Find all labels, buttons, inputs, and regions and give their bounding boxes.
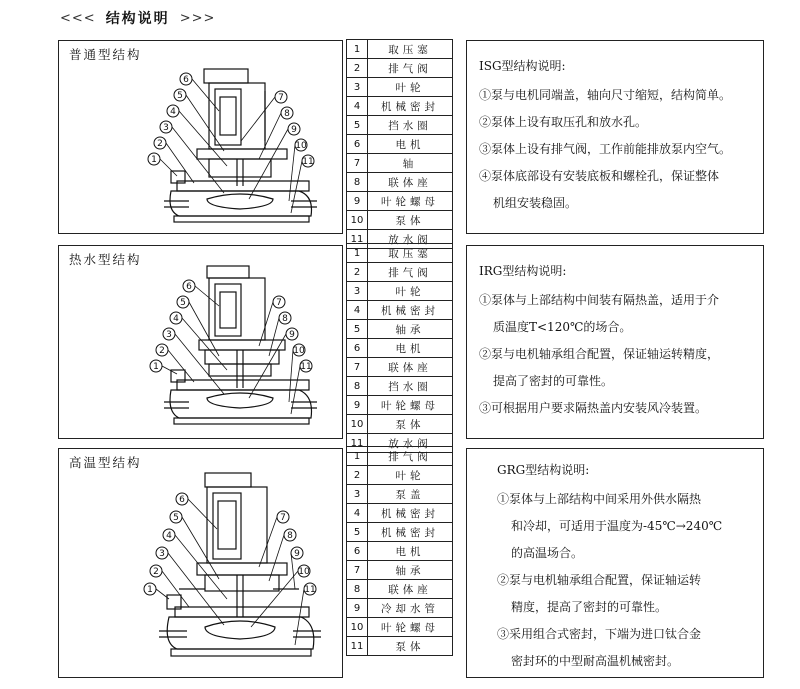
parts-row (347, 211, 453, 230)
part-name: 联体座 (368, 173, 453, 192)
description-line: ①泵体与上部结构中间采用外供水隔热 (497, 492, 702, 506)
part-number: 10 (347, 211, 368, 230)
svg-text:1: 1 (151, 155, 157, 165)
svg-text:9: 9 (289, 330, 295, 340)
section-title: 结构说明 (105, 11, 170, 27)
parts-row (347, 192, 453, 211)
part-number: 3 (347, 485, 368, 504)
parts-row (347, 40, 453, 59)
parts-row (347, 282, 453, 301)
svg-text:4: 4 (170, 107, 176, 117)
description-line: 精度，提高了密封的可靠性。 (511, 600, 668, 614)
parts-row (347, 580, 453, 599)
part-number: 10 (347, 618, 368, 637)
parts-row (347, 396, 453, 415)
description-line: ②泵与电机轴承组合配置，保证轴运转 (497, 573, 702, 587)
parts-row (347, 561, 453, 580)
part-number: 2 (347, 59, 368, 78)
part-name: 轴承 (368, 320, 453, 339)
part-number: 6 (347, 135, 368, 154)
part-name: 机械密封 (368, 523, 453, 542)
description-line: 和冷却，可适用于温度为-45℃→240℃ (511, 519, 723, 533)
description-line: ①泵与电机同端盖，轴向尺寸缩短，结构简单。 (479, 88, 732, 102)
description-line: 的高温场合。 (511, 546, 584, 560)
part-name: 叶轮螺母 (368, 618, 453, 637)
description-title: GRG型结构说明: (497, 463, 590, 477)
parts-table-high-temp (346, 446, 453, 656)
part-name: 排气阀 (368, 263, 453, 282)
pump-diagram-hot-water (59, 246, 344, 440)
svg-text:7: 7 (280, 513, 286, 523)
part-name: 泵体 (368, 211, 453, 230)
parts-row (347, 447, 453, 466)
part-number: 3 (347, 78, 368, 97)
description-line: 质温度T<120℃的场合。 (493, 320, 632, 334)
svg-text:7: 7 (276, 298, 282, 308)
part-name: 放水阀 (368, 434, 453, 453)
description-line: ③泵体上设有排气阀，工作前能排放泵内空气。 (479, 142, 732, 156)
parts-row (347, 504, 453, 523)
part-name: 轴 (368, 154, 453, 173)
part-name: 电机 (368, 135, 453, 154)
svg-text:1: 1 (153, 362, 159, 372)
parts-row (347, 523, 453, 542)
part-number: 4 (347, 504, 368, 523)
part-number: 10 (347, 415, 368, 434)
part-name: 冷却水管 (368, 599, 453, 618)
svg-text:2: 2 (159, 346, 165, 356)
part-name: 泵体 (368, 415, 453, 434)
pump-diagram-high-temp (59, 449, 344, 679)
part-number: 9 (347, 396, 368, 415)
part-name: 机械密封 (368, 97, 453, 116)
svg-text:8: 8 (282, 314, 288, 324)
svg-text:4: 4 (166, 531, 172, 541)
part-name: 电机 (368, 339, 453, 358)
part-name: 叶轮 (368, 78, 453, 97)
part-number: 4 (347, 301, 368, 320)
part-name: 叶轮 (368, 282, 453, 301)
parts-row (347, 358, 453, 377)
svg-text:9: 9 (294, 549, 300, 559)
part-number: 9 (347, 192, 368, 211)
parts-row (347, 466, 453, 485)
parts-row (347, 78, 453, 97)
svg-text:6: 6 (186, 282, 192, 292)
description-line: ③可根据用户要求隔热盖内安装风冷装置。 (479, 401, 708, 415)
part-number: 7 (347, 561, 368, 580)
svg-text:3: 3 (159, 549, 165, 559)
diagram-title: 普通型结构 (69, 47, 142, 62)
diagram-title: 高温型结构 (69, 455, 142, 470)
svg-text:8: 8 (287, 531, 293, 541)
svg-text:11: 11 (304, 585, 316, 595)
part-name: 叶轮螺母 (368, 396, 453, 415)
parts-row (347, 59, 453, 78)
part-name: 联体座 (368, 358, 453, 377)
right-arrows: >>> (179, 10, 216, 26)
parts-row (347, 415, 453, 434)
diagram-box-ordinary (58, 40, 343, 234)
part-name: 叶轮 (368, 466, 453, 485)
pump-diagram-ordinary (59, 41, 344, 235)
parts-row (347, 135, 453, 154)
part-number: 1 (347, 244, 368, 263)
part-name: 轴承 (368, 561, 453, 580)
part-name: 电机 (368, 542, 453, 561)
svg-text:11: 11 (302, 157, 314, 167)
part-number: 5 (347, 523, 368, 542)
parts-row (347, 320, 453, 339)
svg-text:5: 5 (177, 91, 183, 101)
part-name: 放水阀 (368, 230, 453, 249)
part-number: 4 (347, 97, 368, 116)
svg-text:5: 5 (173, 513, 179, 523)
parts-row (347, 637, 453, 656)
description-box-high-temp (466, 448, 764, 678)
svg-text:11: 11 (300, 362, 312, 372)
parts-row (347, 244, 453, 263)
parts-row (347, 542, 453, 561)
part-number: 8 (347, 173, 368, 192)
description-line: ②泵体上设有取压孔和放水孔。 (479, 115, 648, 129)
svg-text:7: 7 (278, 93, 284, 103)
parts-row (347, 618, 453, 637)
parts-row (347, 485, 453, 504)
part-name: 挡水圈 (368, 377, 453, 396)
part-name: 排气阀 (368, 447, 453, 466)
svg-text:4: 4 (173, 314, 179, 324)
part-name: 泵盖 (368, 485, 453, 504)
part-name: 排气阀 (368, 59, 453, 78)
part-number: 8 (347, 580, 368, 599)
section-header (60, 6, 215, 30)
description-line: 提高了密封的可靠性。 (493, 374, 614, 388)
part-number: 5 (347, 116, 368, 135)
part-number: 11 (347, 637, 368, 656)
svg-text:10: 10 (295, 141, 307, 151)
part-name: 叶轮螺母 (368, 192, 453, 211)
part-number: 1 (347, 447, 368, 466)
part-number: 2 (347, 466, 368, 485)
diagram-box-hot-water (58, 245, 343, 439)
svg-text:3: 3 (163, 123, 169, 133)
part-number: 9 (347, 599, 368, 618)
part-number: 11 (347, 230, 368, 249)
parts-row (347, 173, 453, 192)
part-name: 机械密封 (368, 301, 453, 320)
part-number: 5 (347, 320, 368, 339)
part-number: 6 (347, 542, 368, 561)
description-line: 密封环的中型耐高温机械密封。 (511, 654, 680, 668)
parts-row (347, 339, 453, 358)
svg-text:3: 3 (166, 330, 172, 340)
description-line: ③采用组合式密封，下端为进口钛合金 (497, 627, 702, 641)
diagram-box-high-temp (58, 448, 343, 678)
part-number: 6 (347, 339, 368, 358)
part-name: 机械密封 (368, 504, 453, 523)
description-line: ①泵体与上部结构中间装有隔热盖，适用于介 (479, 293, 720, 307)
parts-table-hot-water (346, 243, 453, 453)
svg-text:10: 10 (298, 567, 310, 577)
part-name: 泵体 (368, 637, 453, 656)
svg-text:9: 9 (291, 125, 297, 135)
parts-table-ordinary (346, 39, 453, 249)
svg-text:2: 2 (153, 567, 159, 577)
description-box-ordinary (466, 40, 764, 234)
parts-row (347, 377, 453, 396)
description-line: ④泵体底部设有安装底板和螺栓孔，保证整体 (479, 169, 720, 183)
part-number: 1 (347, 40, 368, 59)
part-number: 11 (347, 434, 368, 453)
description-title: IRG型结构说明: (479, 264, 567, 278)
part-number: 2 (347, 263, 368, 282)
parts-row (347, 116, 453, 135)
part-number: 3 (347, 282, 368, 301)
parts-row (347, 97, 453, 116)
svg-text:8: 8 (284, 109, 290, 119)
part-name: 联体座 (368, 580, 453, 599)
parts-row (347, 301, 453, 320)
part-name: 取压塞 (368, 244, 453, 263)
svg-text:2: 2 (157, 139, 163, 149)
svg-text:10: 10 (293, 346, 305, 356)
part-number: 7 (347, 358, 368, 377)
svg-text:5: 5 (180, 298, 186, 308)
description-line: ②泵与电机轴承组合配置，保证轴运转精度， (479, 347, 720, 361)
part-number: 7 (347, 154, 368, 173)
svg-text:6: 6 (183, 75, 189, 85)
parts-row (347, 599, 453, 618)
left-arrows: <<< (60, 10, 96, 26)
part-name: 取压塞 (368, 40, 453, 59)
svg-text:6: 6 (179, 495, 185, 505)
description-title: ISG型结构说明: (479, 59, 566, 73)
part-number: 8 (347, 377, 368, 396)
part-name: 挡水圈 (368, 116, 453, 135)
svg-text:1: 1 (147, 585, 153, 595)
description-line: 机组安装稳固。 (493, 196, 578, 210)
diagram-title: 热水型结构 (69, 252, 142, 267)
parts-row (347, 263, 453, 282)
description-box-hot-water (466, 245, 764, 439)
parts-row (347, 154, 453, 173)
